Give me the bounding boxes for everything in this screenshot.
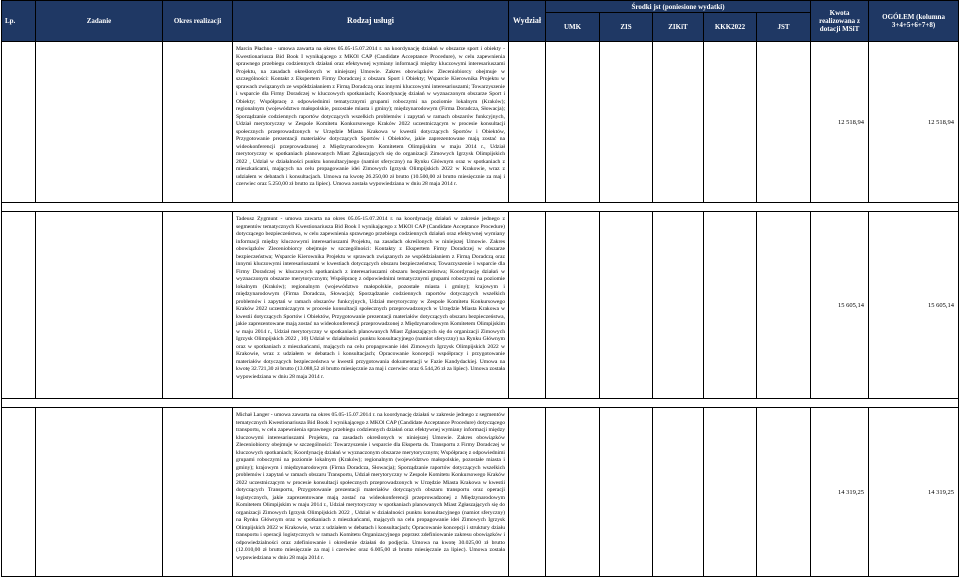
cell-rodzaj: Marcin Płachno - umowa zawarta na okres 05.05-15.07.2014 r. na koordynację działań w obszarze sport i obiekty - Kwestionariusza Bid Book I wynikającego z MKOl CAP (Candidate Acceptance Procedure), w celu zapewnienia sprawnego przebiegu codziennych działań oraz efektywnej wymiany informacji między kluczowymi interesariuszami Projektu, na zasadach określonych w niniejszej Umowie. Zakres obowiązków Zleceniobiorcy obejmuje w szczególności: Kontakt z Ekspertem Firmy Doradczej z obszaru Sport i Obiekty; Wsparcie Kierownika Projektu w sprawach związanych ze współdziałaniem z Firmą Doradczą oraz innymi kluczowymi interesariuszami; Towarzyszenie i wsparcie dla Firmy Doradczej w kluczowych spotkaniach; Koordynację działań w wyznaczonym obszarze Sport i Obiekty; Współpracę z odpowiednimi tematycznymi grupami roboczymi na poziomie lokalnym (Kraków); regionalnym (województwo małopolskie, pozostałe miasta i gminy); międzynarodowym (Firma Doradcza, Słowacja); Sporządzanie codziennych raportów dotyczących wszelkich problemów i zapytań w ramach obszarów funkcyjnych, Udział merytoryczny w Zespole Komitetu Konkursowego Kraków 2022 uczestniczącym w procesie konsultacji społecznych przeprowadzonych w Urzędzie Miasta Krakowa w kwestii dotyczących Sportów i Obiektów, Przygotowanie prezentacji materiałów dotyczących Sportów i Obiektów, jakie zaprezentowane mają zostać na wideokonferencji przeprowadzonej z Międzynarodowym Komitetem Olimpijskim w maju 2014 r., Udział merytoryczny w spotkaniach planowanych Miast Zgłaszających się do organizacji Zimowych Igrzysk Olimpijskich 2022 , Udział w działalności punktu konsultacyjnego (namiot sferyczny) na Rynku Głównym oraz w spotkaniach z mieszkańcami, mających na celu propagowanie idei Zimowych Igrzysk Olimpijskich 2022 w Krakowie, wraz z udziałem w debatach i konsultacjach. Umowa na kwotę 26.250,00 zł brutto (10.500,00 zł brutto miesięcznie za maj i czerwiec oraz 5.250,00 zł brutto za lipiec). Umowa została wypowiedziana w dniu 28 maja 2014 r. — [233, 42, 509, 203]
table-row — [2, 408, 959, 577]
col-rodzaj: Rodzaj usługi — [233, 1, 509, 42]
cell-kwota: 12 518,94 — [811, 42, 869, 203]
cell-wydzial — [509, 42, 546, 203]
col-wydzial: Wydział — [509, 1, 546, 42]
table-row — [2, 42, 959, 203]
cell-wydzial — [509, 408, 546, 577]
cell-wydzial — [509, 212, 546, 399]
cell-kwota: 14 319,25 — [811, 408, 869, 577]
table-row — [2, 212, 959, 399]
col-zadanie: Zadanie — [36, 1, 163, 42]
col-kkk: KKK2022 — [704, 13, 757, 42]
col-kwota: Kwota realizowana z dotacji MSiT — [811, 1, 869, 42]
col-umk: UMK — [546, 13, 600, 42]
cell-rodzaj: Michał Langer - umowa zawarta na okres 05.05-15.07.2014 r. na koordynację działań w zakresie jednego z segmentów tematycznych Kwestionariusza Bid Book I wynikającego z MKOl CAP (Candidate Acceptance Procedure) dotyczącego transportu, w celu zapewnienia sprawnego przebiegu codziennych działań oraz efektywnej wymiany informacji między kluczowymi interesariuszami Projektu, na zasadach określonych w niniejszej Umowie. Zakres obowiązków Zleceniobiorcy obejmuje w szczególności: Towarzyszenie i wsparcie dla Eksperta ds. Transportu z Firmy Doradczej w kluczowych spotkaniach; Koordynację działań w wyznaczonym obszarze merytorycznym; Współpracę z odpowiednimi grupami roboczymi na poziomie lokalnym (Kraków); regionalnym (województwo małopolskie, pozostałe miasta i gminy); krajowym i międzynarodowym (Firma Doradcza, Słowacja); Sporządzanie raportów dotyczących wszelkich problemów i zapytań w ramach obszaru Transportu, Udział merytoryczny w Zespole Komitetu Konkursowego Kraków 2022 uczestniczącym w procesie konsultacji społecznych przeprowadzonych w Urzędzie Miasta Krakowa w kwestii dotyczących Transportu, Przygotowanie prezentacji materiałów dotyczących obszaru transportu oraz operacji logistycznych, jakie zaprezentowane mają zostać na wideokonferencji przeprowadzonej z Międzynarodowym Komitetem Olimpijskim w maju 2014 r., Udział merytoryczny w spotkaniach planowanych Miast Zgłaszających się do organizacji Zimowych Igrzysk Olimpijskich 2022 , Udział w działalności punktu konsultacyjnego (namiot sferyczny) na Rynku Głównym oraz w spotkaniach z mieszkańcami, mających na celu propagowanie idei Zimowych Igrzysk Olimpijskich 2022 w Krakowie, wraz z udziałem w debatach i konsultacjach; Opracowanie koncepcji i struktury działu transportu i operacji logistycznych w ramach Komitetu Organizacyjnego poprzez zdefiniowanie zakresu obowiązków i odpowiedzialności oraz zdefiniowanie i określenie działań do podjęcia. Umowa na kwotę 30.025,00 zł brutto (12.010,00 zł brutto miesięcznie za maj i czerwiec oraz 6.005,00 zł brutto miesięcznie za lipiec). Umowa została wypowiedziana w dniu 28 maja 2014 r. — [233, 408, 509, 577]
cell-okres — [163, 408, 233, 577]
col-lp: Lp. — [2, 1, 36, 42]
cell-lp — [2, 212, 36, 399]
header-row-top — [2, 1, 959, 13]
col-zikit: ZIKiT — [653, 13, 704, 42]
cell-zadanie — [36, 42, 163, 203]
col-ogolem: OGÓŁEM (kolumna 3+4+5+6+7+8) — [869, 1, 959, 42]
cell-okres — [163, 42, 233, 203]
col-srodki-group: Środki jst (poniesione wydatki) — [546, 1, 811, 13]
cell-lp — [2, 42, 36, 203]
cell-zadanie — [36, 212, 163, 399]
cell-kwota: 15 605,14 — [811, 212, 869, 399]
col-jst: JST — [757, 13, 811, 42]
cell-okres — [163, 212, 233, 399]
cell-zadanie — [36, 408, 163, 577]
col-okres: Okres realizacji — [163, 1, 233, 42]
costs-table — [1, 0, 959, 577]
cell-ogolem: 15 605,14 — [869, 212, 959, 399]
cell-lp — [2, 408, 36, 577]
cell-rodzaj: Tadeusz Zygmunt - umowa zawarta na okres 05.05-15.07.2014 r. na koordynację działań w zakresie jednego z segmentów tematycznych Kwestionariusza Bid Book I wynikającego z MKOl CAP (Candidate Acceptance Procedure) dotyczącego bezpieczeństwa, w celu zapewnienia sprawnego przebiegu codziennych działań oraz efektywnej wymiany informacji między kluczowymi interesariuszami Projektu, na zasadach określonych w niniejszej Umowie. Zakres obowiązków Zleceniobiorcy obejmuje w szczególności: Kontakty z Ekspertem Firmy Doradczej w obszarze bezpieczeństwa; Wsparcie Kierownika Projektu w sprawach związanych ze współdziałaniem z Firmą Doradczą oraz innymi kluczowymi interesariuszami w kwestiach dotyczących obszaru bezpieczeństwa; Towarzyszenie i wsparcie dla Firmy Doradczej w kluczowych spotkaniach z interesariuszami obszaru bezpieczeństwa; Koordynację działań w wyznaczonym obszarze merytorycznym; Współpracę z odpowiednimi tematycznymi grupami roboczymi na poziomie lokalnym (Kraków); regionalnym (województwo małopolskie, pozostałe miasta i gminy); krajowym i międzynarodowym (Firma Doradcza, Słowacja); Sporządzanie codziennych raportów dotyczących wszelkich problemów i zapytań w ramach obszarów funkcyjnych, Udział merytoryczny w Zespole Komitetu Konkursowego Kraków 2022 uczestniczącym w procesie konsultacji społecznych przeprowadzonych w Urzędzie Miasta Krakowa w kwestii dotyczących Sportów i Obiektów, Przygotowanie prezentacji materiałów dotyczących obszaru bezpieczeństwa, jakie zaprezentowane mają zostać na wideokonferencji przeprowadzonej z Międzynarodowym Komitetem Olimpijskim w maju 2014 r., Udział merytoryczny w spotkaniach planowanych Miast Zgłaszających się do organizacji Zimowych Igrzysk Olimpijskich 2022 , 10) Udział w działalności punktu konsultacyjnego (namiot sferyczny) na Rynku Głównym oraz w spotkaniach z mieszkańcami, mających na celu propagowanie idei Zimowych Igrzysk Olimpijskich 2022 w Krakowie, wraz z udziałem w debatach i konsultacjach; Opracowanie koncepcji współpracy i przygotowanie materiałów dotyczących bezpieczeństwa w kwestii przygotowania dokumentacji w Fazie Kandydackiej. Umowa na kwotę 32.721,30 zł brutto (13.088,52 zł brutto miesięcznie za maj i czerwiec oraz 6.544,26 zł za lipiec). Umowa została wypowiedziana w dniu 28 maja 2014 r. — [233, 212, 509, 399]
cell-ogolem: 12 518,94 — [869, 42, 959, 203]
cell-ogolem: 14 319,25 — [869, 408, 959, 577]
col-zis: ZIS — [600, 13, 653, 42]
